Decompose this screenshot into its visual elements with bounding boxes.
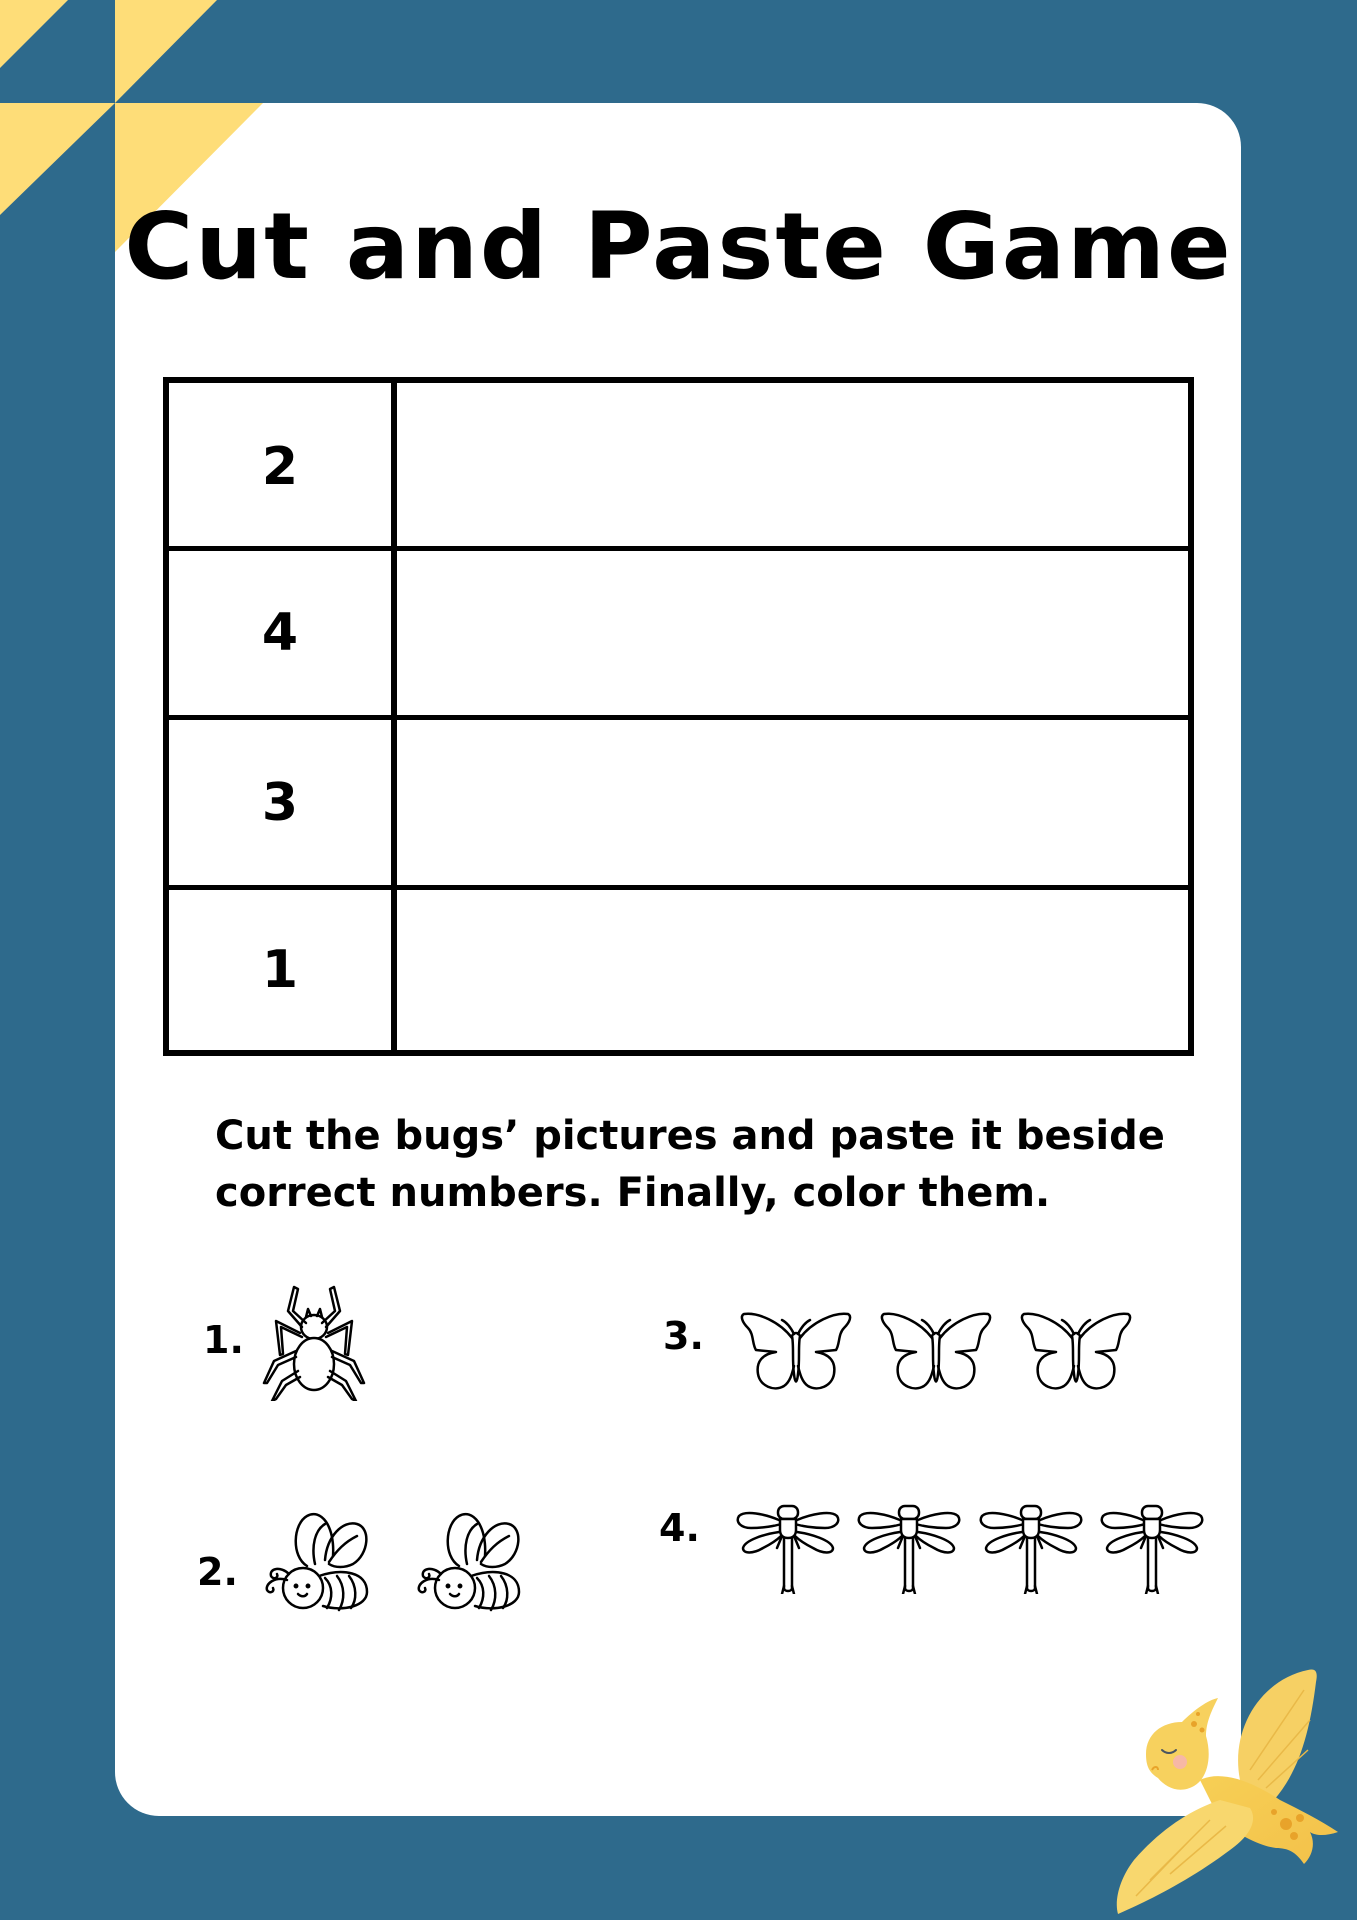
- paste-area[interactable]: [403, 551, 1188, 715]
- cutout-label-3: 3.: [663, 1314, 704, 1358]
- row-number: 1: [169, 890, 397, 1050]
- page-title: Cut and Paste Game: [124, 193, 1233, 300]
- instructions-line-2: correct numbers. Finally, color them.: [215, 1170, 1051, 1216]
- paste-area[interactable]: [403, 890, 1188, 1050]
- instructions: [215, 1108, 1175, 1222]
- paste-area[interactable]: [403, 720, 1188, 885]
- butterfly-icon[interactable]: [1018, 1310, 1134, 1394]
- table-row: [169, 715, 1188, 885]
- spider-icon[interactable]: [262, 1285, 366, 1401]
- table-row: [169, 383, 1188, 551]
- dragonfly-icon[interactable]: [735, 1504, 841, 1594]
- instructions-line-1: Cut the bugs’ pictures and paste it beside: [215, 1113, 1165, 1159]
- butterfly-icon[interactable]: [738, 1310, 854, 1394]
- dragonfly-icon[interactable]: [856, 1504, 962, 1594]
- row-number: 2: [169, 383, 397, 551]
- dragonfly-icon[interactable]: [978, 1504, 1084, 1594]
- table-row: [169, 546, 1188, 715]
- butterfly-icon[interactable]: [878, 1310, 994, 1394]
- answer-table: [163, 377, 1194, 1056]
- pterodactyl-illustration: [1090, 1660, 1357, 1920]
- bee-icon[interactable]: [415, 1506, 525, 1612]
- cutout-label-4: 4.: [659, 1506, 700, 1550]
- cutout-label-1: 1.: [203, 1318, 244, 1362]
- row-number: 4: [169, 551, 397, 715]
- bee-icon[interactable]: [263, 1506, 373, 1612]
- table-row: [169, 885, 1188, 1050]
- row-number: 3: [169, 720, 397, 885]
- paste-area[interactable]: [403, 383, 1188, 551]
- cutout-label-2: 2.: [197, 1550, 238, 1594]
- dragonfly-icon[interactable]: [1099, 1504, 1205, 1594]
